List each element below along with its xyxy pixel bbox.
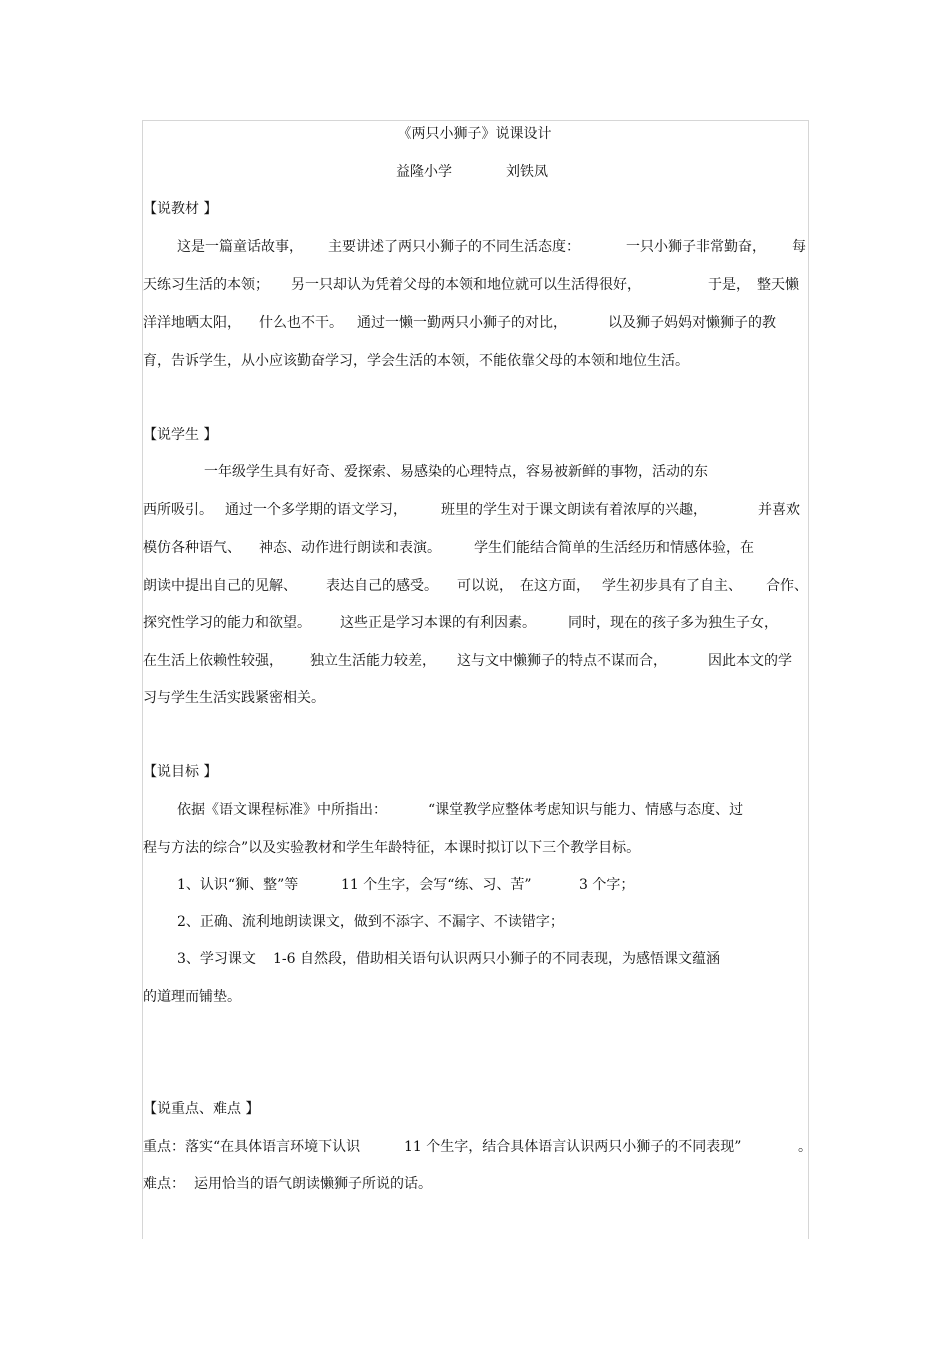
keypoint-text: 11 个生字，结合具体语言认识两只小狮子的不同表现” (404, 1139, 742, 1155)
keypoint-text: 重点：落实“在具体语言环境下认识 (143, 1139, 361, 1155)
material-text: 主要讲述了两只小狮子的不同生活态度： (328, 239, 580, 255)
author-name: 刘铁凤 (506, 164, 548, 180)
goals-text: 依据《语文课程标准》中所指出： (177, 802, 387, 818)
goals-text: 3 个字； (579, 877, 635, 893)
goals-text: 的道理而铺垫。 (143, 989, 241, 1005)
material-text: 一只小狮子非常勤奋， (626, 239, 766, 255)
students-text: 班里的学生对于课文朗读有着浓厚的兴趣， (441, 502, 707, 518)
material-text: 育，告诉学生，从小应该勤奋学习，学会生活的本领，不能依靠父母的本领和地位生活。 (143, 353, 689, 369)
students-text: 学生初步具有了自主、 (602, 578, 742, 594)
section-heading-students: 【说学生 】 (143, 427, 218, 443)
students-text: 可以说， (457, 578, 513, 594)
difficulty-text: 难点： (143, 1176, 185, 1192)
material-text: 另一只却认为凭着父母的本领和地位就可以生活得很好， (291, 277, 641, 293)
material-text: 通过一懒一勤两只小狮子的对比， (357, 315, 567, 331)
students-text: 探究性学习的能力和欲望。 (143, 615, 311, 631)
goals-text: 11 个生字，会写“练、习、苦” (341, 877, 532, 893)
students-text: 因此本文的学 (708, 653, 792, 669)
students-text: 朗读中提出自己的见解、 (143, 578, 297, 594)
material-text: 洋洋地晒太阳， (143, 315, 241, 331)
goals-text: 1-6 自然段，借助相关语句认识两只小狮子的不同表现，为感悟课文蕴涵 (273, 951, 720, 967)
students-text: 表达自己的感受。 (326, 578, 438, 594)
difficulty-text: 运用恰当的语气朗读懒狮子所说的话。 (194, 1176, 432, 1192)
students-text: 在生活上依赖性较强， (143, 653, 283, 669)
material-text: 于是， (708, 277, 750, 293)
keypoint-text: 。 (798, 1139, 812, 1155)
students-text: 模仿各种语气、 (143, 540, 241, 556)
students-text: 并喜欢 (758, 502, 800, 518)
students-text: 通过一个多学期的语文学习， (225, 502, 407, 518)
goals-text: 3、学习课文 (177, 951, 256, 967)
students-text: 学生们能结合简单的生活经历和情感体验，在 (474, 540, 754, 556)
section-heading-material: 【说教材 】 (143, 201, 218, 217)
goals-text: 1、认识“狮、整”等 (177, 877, 299, 893)
material-text: 这是一篇童话故事， (177, 239, 303, 255)
students-text: 同时，现在的孩子多为独生子女， (568, 615, 778, 631)
section-heading-keypoints: 【说重点、难点 】 (143, 1101, 260, 1117)
students-text: 在这方面， (520, 578, 590, 594)
material-text: 以及狮子妈妈对懒狮子的教 (608, 315, 776, 331)
students-text: 独立生活能力较差， (310, 653, 436, 669)
material-text: 整天懒 (757, 277, 799, 293)
students-text: 合作、 (766, 578, 808, 594)
students-text: 习与学生生活实践紧密相关。 (143, 690, 325, 706)
school-name: 益隆小学 (396, 164, 452, 180)
material-text: 每 (792, 239, 806, 255)
document-title: 《两只小狮子》说课设计 (397, 126, 552, 142)
section-heading-goals: 【说目标 】 (143, 764, 218, 780)
students-text: 西所吸引。 (143, 502, 213, 518)
material-text: 天练习生活的本领； (143, 277, 269, 293)
students-text: 这些正是学习本课的有利因素。 (340, 615, 536, 631)
goals-text: “课堂教学应整体考虑知识与能力、情感与态度、过 (428, 802, 744, 818)
goals-text: 程与方法的综合”以及实验教材和学生年龄特征，本课时拟订以下三个教学目标。 (143, 840, 641, 856)
students-text: 这与文中懒狮子的特点不谋而合， (457, 653, 667, 669)
material-text: 什么也不干。 (259, 315, 343, 331)
students-text: 一年级学生具有好奇、爱探索、易感染的心理特点，容易被新鲜的事物，活动的东 (204, 464, 708, 480)
students-text: 神态、动作进行朗读和表演。 (259, 540, 441, 556)
goals-text: 2、正确、流利地朗读课文，做到不添字、不漏字、不读错字； (177, 914, 564, 930)
